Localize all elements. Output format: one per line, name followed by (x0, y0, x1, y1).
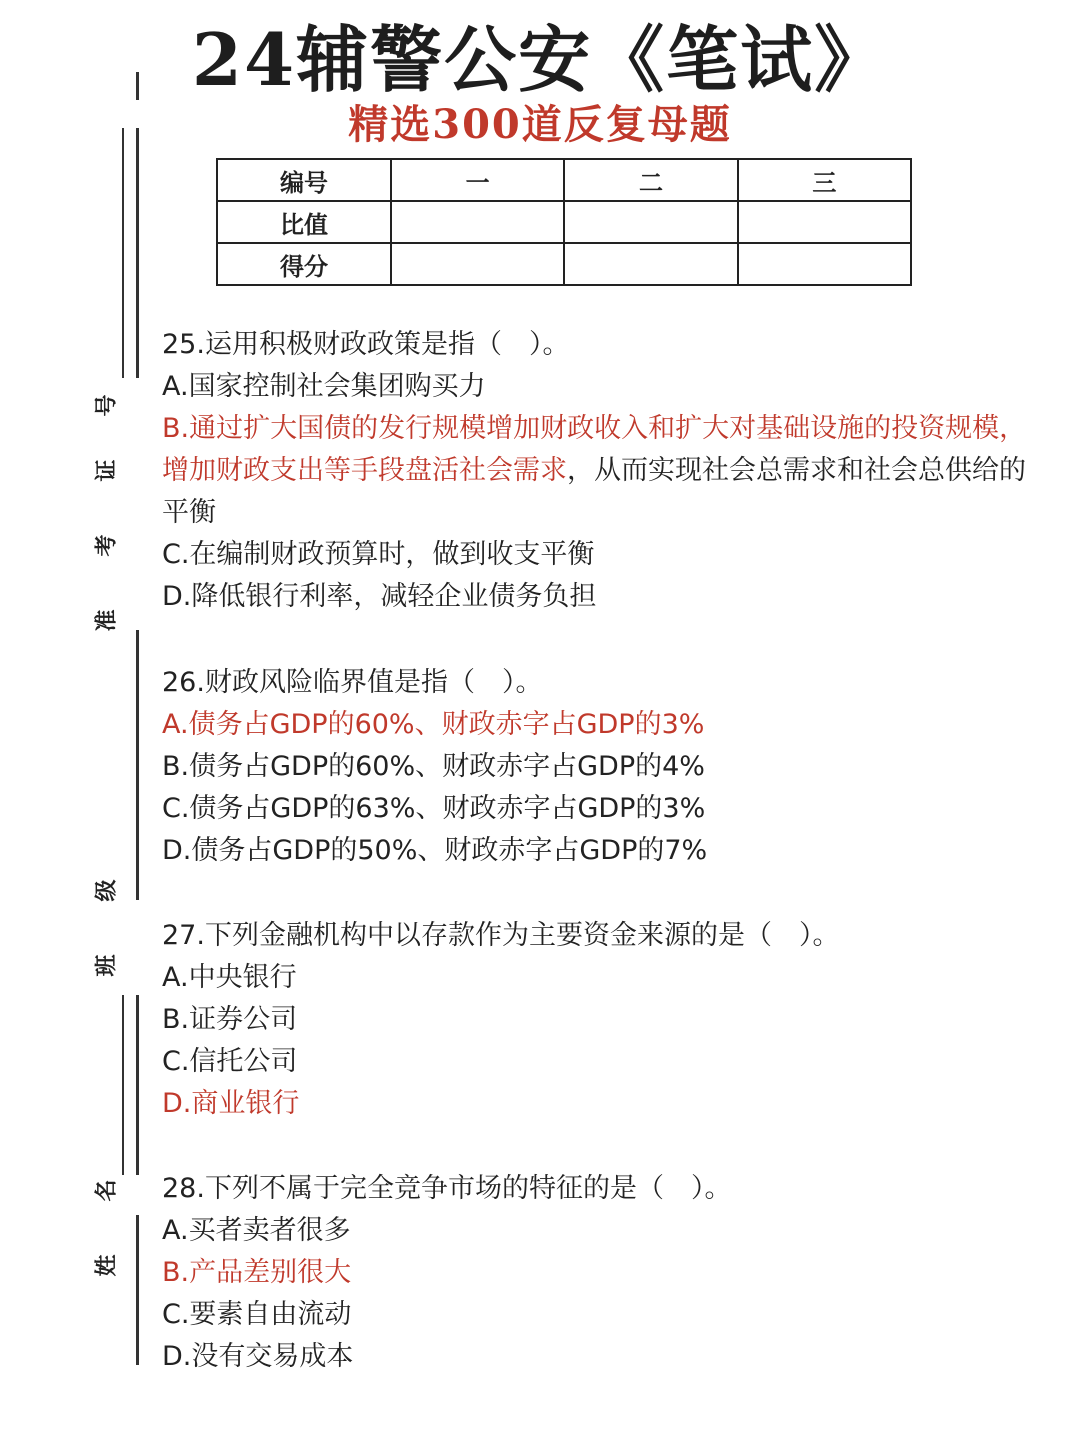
table-cell (564, 243, 737, 285)
option-d: D.商业银行 (162, 1088, 300, 1119)
question-stem: 28.下列不属于完全竞争市场的特征的是（ ）。 (162, 1173, 732, 1204)
margin-line (122, 128, 124, 378)
margin-label: 级 (93, 879, 120, 902)
table-row (217, 243, 911, 285)
table-cell: 编号 (217, 159, 391, 201)
option-b: B.证券公司 (162, 1004, 298, 1035)
option-a: A.国家控制社会集团购买力 (162, 371, 486, 402)
page-title: 24辅警公安《笔试》 (191, 17, 889, 102)
option-a: A.中央银行 (162, 962, 297, 993)
option-c: C.债务占GDP的63%、财政赤字占GDP的3% (162, 793, 706, 824)
question-stem: 26.财政风险临界值是指（ ）。 (162, 667, 543, 698)
table-cell: 二 (564, 159, 737, 201)
margin-line (136, 1215, 139, 1365)
option-a: A.买者卖者很多 (162, 1215, 351, 1246)
table-cell (738, 243, 911, 285)
question-stem: 25.运用积极财政政策是指（ ）。 (162, 329, 570, 360)
option-b-rest-text: ，从而实现社会总需求和社会总供给的平衡 (162, 455, 1026, 528)
option-d: D.降低银行利率，减轻企业债务负担 (162, 581, 597, 612)
question-26 (162, 662, 1042, 872)
option-b (162, 408, 1042, 534)
score-table (216, 158, 912, 286)
margin-line (136, 128, 139, 378)
option-a: A.债务占GDP的60%、财政赤字占GDP的3% (162, 709, 705, 740)
table-cell: 得分 (217, 243, 391, 285)
option-d: D.债务占GDP的50%、财政赤字占GDP的7% (162, 835, 708, 866)
option-c: C.要素自由流动 (162, 1299, 352, 1330)
table-row (217, 201, 911, 243)
margin-label: 班 (93, 954, 120, 977)
table-cell (738, 201, 911, 243)
table-cell: 比值 (217, 201, 391, 243)
table-cell (391, 201, 564, 243)
margin-label: 姓 (93, 1254, 120, 1277)
margin-label: 考 (93, 534, 120, 557)
margin-label: 准 (93, 609, 120, 632)
table-cell: 一 (391, 159, 564, 201)
margin-line (122, 995, 124, 1175)
margin-label: 证 (93, 459, 120, 482)
margin-label: 号 (93, 394, 120, 417)
table-row (217, 159, 911, 201)
table-cell (391, 243, 564, 285)
margin-line (136, 995, 139, 1175)
question-28 (162, 1168, 1042, 1378)
option-b: B.产品差别很大 (162, 1257, 352, 1288)
question-27 (162, 915, 1042, 1125)
question-25 (162, 324, 1042, 618)
table-cell (564, 201, 737, 243)
option-b: B.债务占GDP的60%、财政赤字占GDP的4% (162, 751, 705, 782)
option-c: C.在编制财政预算时，做到收支平衡 (162, 539, 595, 570)
page-subtitle: 精选300道反复母题 (348, 101, 732, 148)
option-b-answer-text: B.通过扩大国债的发行规模增加财政收入和扩大对基础设施的投资规模，增加财政支出等手段盘活社会需求 (162, 413, 1027, 486)
question-stem: 27.下列金融机构中以存款作为主要资金来源的是（ ）。 (162, 920, 840, 951)
table-cell: 三 (738, 159, 911, 201)
margin-line (136, 630, 139, 900)
option-c: C.信托公司 (162, 1046, 298, 1077)
option-d: D.没有交易成本 (162, 1341, 354, 1372)
margin-label: 名 (93, 1179, 120, 1202)
margin-line (136, 72, 139, 100)
